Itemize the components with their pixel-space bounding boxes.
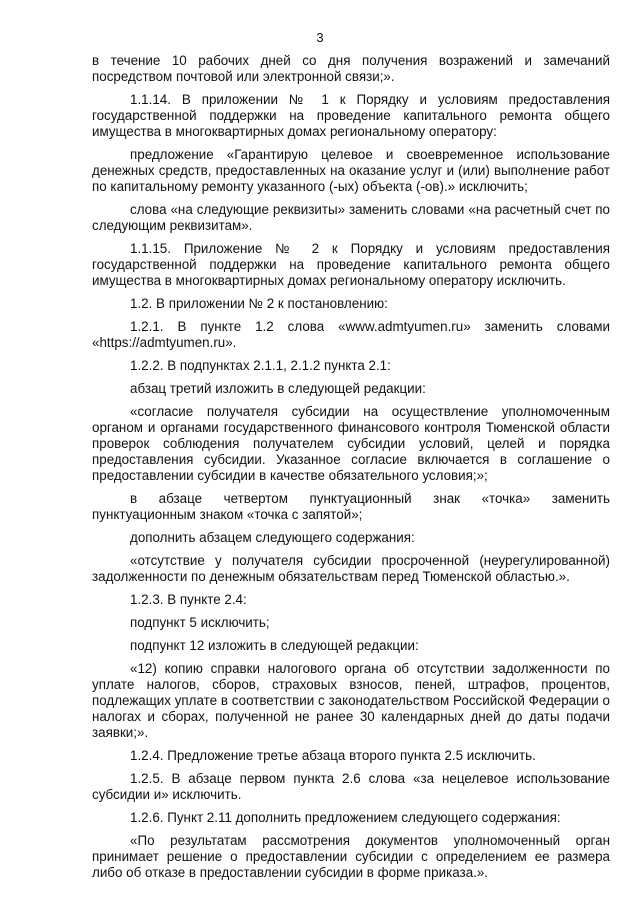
paragraph-no-debt: «отсутствие у получателя субсидии просроченной (неурегулированной) задолженности по денежным обязательствам перед Тюменской областью.». — [92, 553, 610, 584]
paragraph-subpoint-12: подпункт 12 изложить в следующей редакции: — [130, 638, 419, 653]
paragraph-consent: «согласие получателя субсидии на осуществление уполномоченным органом и органами государственного финансового контроля Тюменской области проверок соблюдения получателем субсидии условий, целей и порядка предоставления субсидии. Указанное согласие включается в соглашение о предоставлении субсидии в качестве обязательного условия;»; — [92, 404, 610, 483]
document-body — [92, 53, 610, 888]
paragraph-fourth-abzac: в абзаце четвертом пунктуационный знак «точка» заменить пунктуационным знаком «точка с запятой»; — [92, 491, 610, 522]
paragraph-third-abzac: абзац третий изложить в следующей редакции: — [130, 381, 426, 396]
paragraph-offer-exclude: предложение «Гарантирую целевое и своевременное использование денежных средств, предоставленных на оказание услуг и (или) выполнение работ по капитальному ремонту указанного (-ых) объекта (-ов).» исключить; — [92, 147, 610, 194]
paragraph-1-2-4: 1.2.4. Предложение третье абзаца второго пункта 2.5 исключить. — [130, 748, 536, 763]
paragraph-1-1-15: 1.1.15. Приложение № 2 к Порядку и условиям предоставления государственной поддержки на проведение капитального ремонта общего имущества в многоквартирных домах региональному оператору исключить. — [92, 241, 610, 288]
paragraph-subpoint-5: подпункт 5 исключить; — [130, 615, 270, 630]
paragraph-1-2-1: 1.2.1. В пункте 1.2 слова «www.admtyumen.ru» заменить словами «https://admtyumen.ru». — [92, 319, 610, 350]
paragraph-1-2-3: 1.2.3. В пункте 2.4: — [130, 592, 247, 607]
paragraph-decision: «По результатам рассмотрения документов уполномоченный орган принимает решение о предоставлении субсидии с определением ее размера либо об отказе в предоставлении субсидии в форме приказа.». — [92, 833, 610, 880]
paragraph-tax-certificate: «12) копию справки налогового органа об отсутствии задолженности по уплате налогов, сборов, страховых взносов, пеней, штрафов, процентов, подлежащих уплате в соответствии с законодательством Российской Федерации о налогах и сборах, полученной не ранее 30 календарных дней до даты подачи заявки;». — [92, 661, 610, 740]
paragraph-words-replace: слова «на следующие реквизиты» заменить словами «на расчетный счет по следующим реквизитам». — [92, 202, 610, 233]
page-number: 3 — [316, 30, 324, 45]
paragraph-1-2-5: 1.2.5. В абзаце первом пункта 2.6 слова «за нецелевое использование субсидии и» исключить. — [92, 771, 610, 802]
paragraph-add-abzac: дополнить абзацем следующего содержания: — [130, 530, 415, 545]
paragraph-continuation: в течение 10 рабочих дней со дня получения возражений и замечаний посредством почтовой или электронной связи;». — [92, 53, 610, 84]
paragraph-1-1-14: 1.1.14. В приложении № 1 к Порядку и условиям предоставления государственной поддержки на проведение капитального ремонта общего имущества в многоквартирных домах региональному оператору: — [92, 92, 610, 139]
paragraph-1-2-6: 1.2.6. Пункт 2.11 дополнить предложением следующего содержания: — [130, 810, 561, 825]
paragraph-1-2-2: 1.2.2. В подпунктах 2.1.1, 2.1.2 пункта 2.1: — [130, 358, 391, 373]
paragraph-1-2: 1.2. В приложении № 2 к постановлению: — [130, 296, 388, 311]
